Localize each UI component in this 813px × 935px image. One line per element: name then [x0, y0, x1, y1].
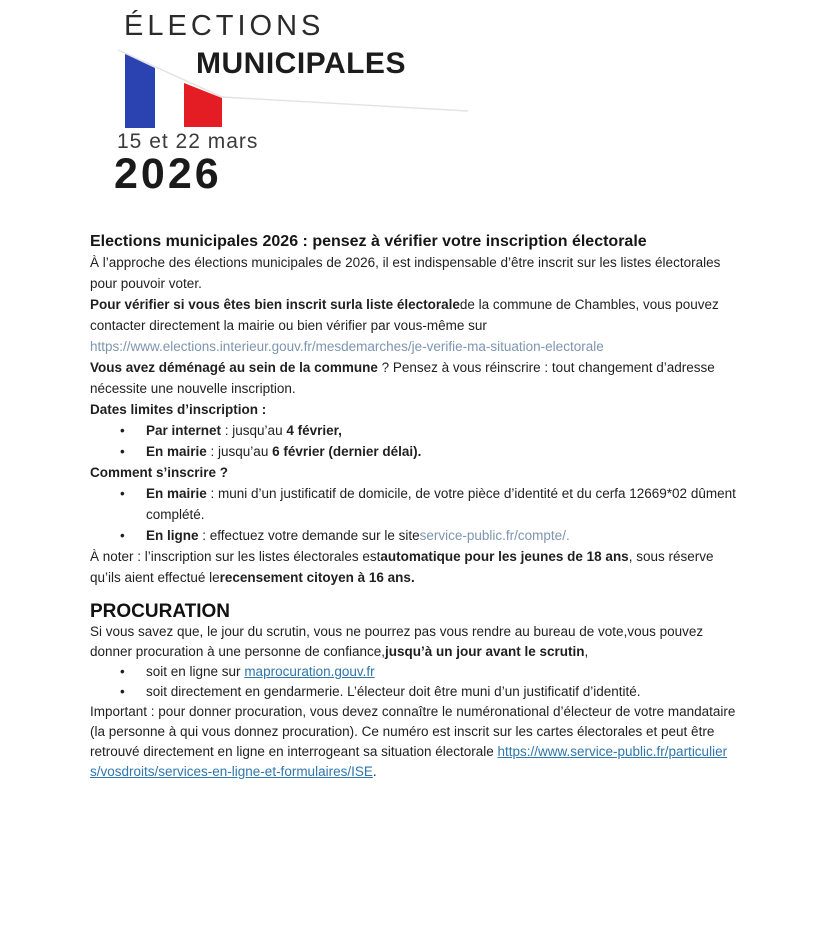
deadline-internet: Par internet : jusqu’au 4 février, [146, 423, 342, 438]
howto-mairie: En mairie : muni d’un justificatif de domicile, de votre pièce d’identité et du cerfa 12669*02 dûment complété. [146, 486, 736, 522]
logo-title-municipales: MUNICIPALES [196, 47, 406, 80]
elections-logo [0, 0, 813, 205]
intro-paragraph: À l’approche des élections municipales de 2026, il est indispensable d’être inscrit sur les listes électorales pour pouvoir voter. [90, 255, 721, 291]
howto-heading: Comment s’inscrire ? [90, 465, 229, 480]
logo-title-elections: ÉLECTIONS [124, 10, 325, 42]
moved-bold-text: Vous avez déménagé au sein de la commune [90, 360, 378, 375]
note-paragraph: À noter : l’inscription sur les listes électorales estautomatique pour les jeunes de 18 ans, sous réserve qu’ils aient effectué lerecensement citoyen à 16 ans. [90, 549, 714, 585]
list-item [90, 525, 737, 546]
howto-enligne: En ligne : effectuez votre demande sur le siteservice-public.fr/compte/. [146, 528, 570, 543]
bullet-icon: • [120, 423, 125, 438]
bullet-icon: • [120, 664, 125, 679]
logo-dates: 15 et 22 mars [117, 130, 259, 153]
moved-rest-text: ? Pensez à vous réinscrire : tout changement d’adresse nécessite une nouvelle inscription. [90, 360, 715, 396]
verify-situation-link[interactable]: https://www.elections.interieur.gouv.fr/mesdemarches/je-verifie-ma-situation-electorale [90, 339, 604, 354]
moved-paragraph [90, 357, 737, 399]
deadlines-heading: Dates limites d’inscription : [90, 402, 267, 417]
procuration-online: soit en ligne sur maprocuration.gouv.fr [146, 664, 375, 679]
procuration-section [90, 601, 737, 782]
list-item [90, 483, 737, 525]
bullet-icon: • [120, 486, 125, 501]
bullet-icon: • [120, 684, 125, 699]
service-public-compte-link[interactable]: service-public.fr/compte/. [419, 528, 570, 543]
procuration-intro: Si vous savez que, le jour du scrutin, vous ne pourrez pas vous rendre au bureau de vote,vous pouvez donner procuration à une personne de confiance,jusqu’à un jour avant le scrutin, [90, 624, 704, 659]
list-item [90, 420, 737, 441]
ise-link[interactable]: https://www.service-public.fr/particuliers/vosdroits/services-en-ligne-et-formulaires/ISE [90, 744, 728, 779]
logo-year: 2026 [114, 150, 222, 198]
list-item [90, 662, 737, 682]
document-body [0, 231, 813, 782]
list-item [90, 441, 737, 462]
page-title: Elections municipales 2026 : pensez à vérifier votre inscription électorale [90, 233, 647, 250]
list-item [90, 682, 737, 702]
verify-registration-paragraph [90, 294, 737, 357]
bullet-icon: • [120, 528, 125, 543]
procuration-list [90, 662, 737, 702]
howto-list [90, 483, 737, 546]
verify-rest-text: de la commune de Chambles, vous pouvez contacter directement la mairie ou bien vérifier par vous-même sur [90, 297, 719, 333]
bullet-icon: • [120, 444, 125, 459]
procuration-heading: PROCURATION [90, 601, 231, 622]
deadline-mairie: En mairie : jusqu’au 6 février (dernier délai). [146, 444, 422, 459]
important-paragraph: Important : pour donner procuration, vous devez connaître le numéronational d’électeur de votre mandataire (la personne à qui vous donnez procuration). Ce numéro est inscrit sur les cartes électorales et peut être retrouvé directement en ligne en interrogeant sa situation électorale https://www.service-public.fr/particuliers/vosdroits/services-en-ligne-et-formulaires/ISE. [90, 704, 736, 779]
procuration-gendarmerie: soit directement en gendarmerie. L’électeur doit être muni d’un justificatif d’identité. [146, 684, 641, 699]
maprocuration-link[interactable]: maprocuration.gouv.fr [244, 664, 375, 679]
verify-bold-text: Pour vérifier si vous êtes bien inscrit surla liste électorale [90, 297, 460, 312]
deadlines-list [90, 420, 737, 462]
